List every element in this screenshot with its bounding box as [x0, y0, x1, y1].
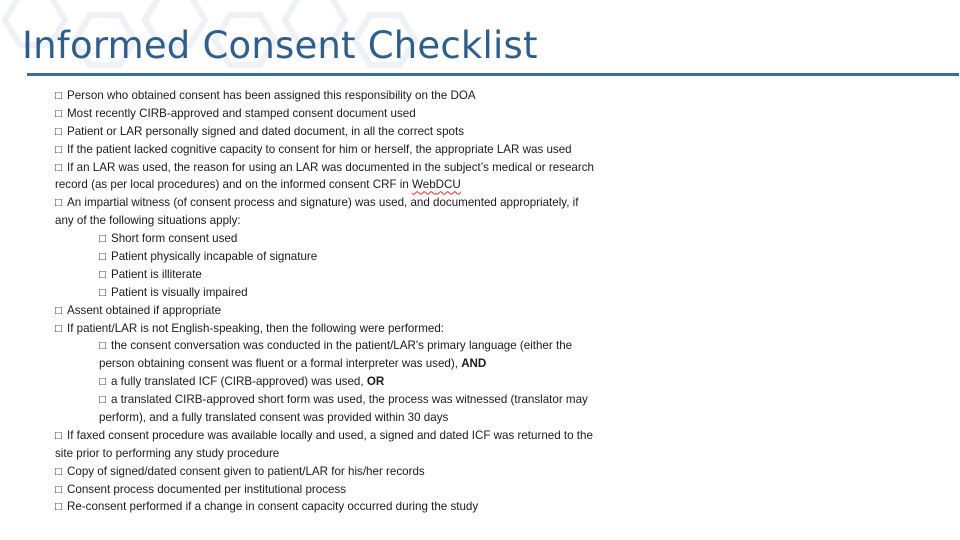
- checkbox[interactable]: □: [55, 321, 63, 335]
- checkbox[interactable]: □: [99, 375, 107, 389]
- title-divider: [27, 73, 959, 76]
- checklist-item-text: a fully translated ICF (CIRB-approved) was used,: [111, 375, 367, 389]
- emphasis-or: OR: [366, 375, 385, 389]
- checkbox[interactable]: □: [55, 196, 63, 210]
- checklist-item-assent: [55, 302, 625, 320]
- checklist-item-text: Patient physically incapable of signature: [111, 250, 318, 264]
- checklist-item-signed: [55, 123, 625, 141]
- checkbox[interactable]: □: [55, 464, 63, 478]
- checklist-item-copy: [55, 463, 625, 481]
- checklist-item-continuation: [55, 355, 625, 373]
- checkbox[interactable]: □: [99, 232, 107, 246]
- checklist-subitem-translated-short-form: [55, 391, 625, 409]
- checklist-item-text: site prior to performing any study procedure: [55, 446, 280, 460]
- checklist-item-text: the consent conversation was conducted in the patient/LAR's primary language (either the: [111, 339, 573, 353]
- checklist-subitem-translated-icf: [55, 373, 625, 391]
- checklist-item-text: any of the following situations apply:: [55, 214, 241, 228]
- checklist-item-documented: [55, 481, 625, 499]
- checklist-item-text: Short form consent used: [111, 232, 238, 246]
- checkbox[interactable]: □: [99, 339, 107, 353]
- checklist-item-text: If the patient lacked cognitive capacity to consent for him or herself, the appropriate LAR was used: [67, 142, 572, 156]
- checklist-item-text: Assent obtained if appropriate: [67, 303, 222, 317]
- checkbox[interactable]: □: [99, 285, 107, 299]
- checklist-item-text: Most recently CIRB-approved and stamped consent document used: [67, 106, 416, 120]
- checklist-subitem-incapable: [55, 248, 625, 266]
- checklist-subitem-visually-impaired: [55, 284, 625, 302]
- checklist-item-witness: [55, 194, 625, 212]
- checklist-item-text: record (as per local procedures) and on the informed consent CRF in: [55, 178, 413, 192]
- webdcu-word: WebDCU: [412, 178, 461, 192]
- checklist-item-text: If patient/LAR is not English-speaking, then the following were performed:: [67, 321, 445, 335]
- checklist-item-continuation: [55, 176, 625, 194]
- checklist-item-capacity: [55, 141, 625, 159]
- page-title: Informed Consent Checklist: [22, 24, 538, 67]
- emphasis-and: AND: [461, 357, 487, 371]
- checklist-subitem-short-form: [55, 230, 625, 248]
- consent-checklist: [55, 87, 625, 516]
- checklist-item-continuation: [55, 212, 625, 230]
- checkbox[interactable]: □: [55, 89, 63, 102]
- checklist-item-text: Patient is illiterate: [111, 267, 202, 281]
- checkbox[interactable]: □: [99, 393, 107, 407]
- checklist-item-text: If faxed consent procedure was available locally and used, a signed and dated ICF was returned to the: [67, 428, 593, 442]
- checkbox[interactable]: □: [55, 303, 63, 317]
- checklist-item-text: If an LAR was used, the reason for using an LAR was documented in the subject’s medical or research: [67, 160, 594, 174]
- checklist-item-text: An impartial witness (of consent process and signature) was used, and documented appropriately, if: [67, 196, 579, 210]
- checklist-item-text: person obtaining consent was fluent or a formal interpreter was used),: [99, 357, 462, 371]
- checkbox[interactable]: □: [55, 428, 63, 442]
- checklist-item-text: Copy of signed/dated consent given to patient/LAR for his/her records: [67, 464, 425, 478]
- checklist-item-text: Patient or LAR personally signed and dated document, in all the correct spots: [67, 124, 464, 138]
- checklist-item-text: Re-consent performed if a change in consent capacity occurred during the study: [67, 500, 479, 514]
- checkbox[interactable]: □: [55, 106, 63, 120]
- checklist-item-lar-reason: [55, 159, 625, 177]
- checklist-item-text: Patient is visually impaired: [111, 285, 248, 299]
- checklist-item-doa: [55, 87, 625, 105]
- checklist-item-text: a translated CIRB-approved short form was used, the process was witnessed (translator may: [111, 393, 588, 407]
- checklist-item-text: perform), and a fully translated consent was provided within 30 days: [99, 411, 449, 425]
- checklist-item-text: Person who obtained consent has been assigned this responsibility on the DOA: [67, 89, 476, 102]
- checklist-item-reconsent: [55, 498, 625, 516]
- checklist-subitem-conversation: [55, 337, 625, 355]
- checkbox[interactable]: □: [55, 482, 63, 496]
- checklist-item-cirb: [55, 105, 625, 123]
- checklist-item-non-english: [55, 320, 625, 338]
- checklist-item-continuation: [55, 409, 625, 427]
- checkbox[interactable]: □: [99, 250, 107, 264]
- checkbox[interactable]: □: [55, 500, 63, 514]
- checkbox[interactable]: □: [55, 160, 63, 174]
- checklist-item-continuation: [55, 445, 625, 463]
- checkbox[interactable]: □: [99, 267, 107, 281]
- checkbox[interactable]: □: [55, 124, 63, 138]
- checklist-item-faxed: [55, 427, 625, 445]
- checklist-subitem-illiterate: [55, 266, 625, 284]
- checklist-item-text: Consent process documented per institutional process: [67, 482, 347, 496]
- checkbox[interactable]: □: [55, 142, 63, 156]
